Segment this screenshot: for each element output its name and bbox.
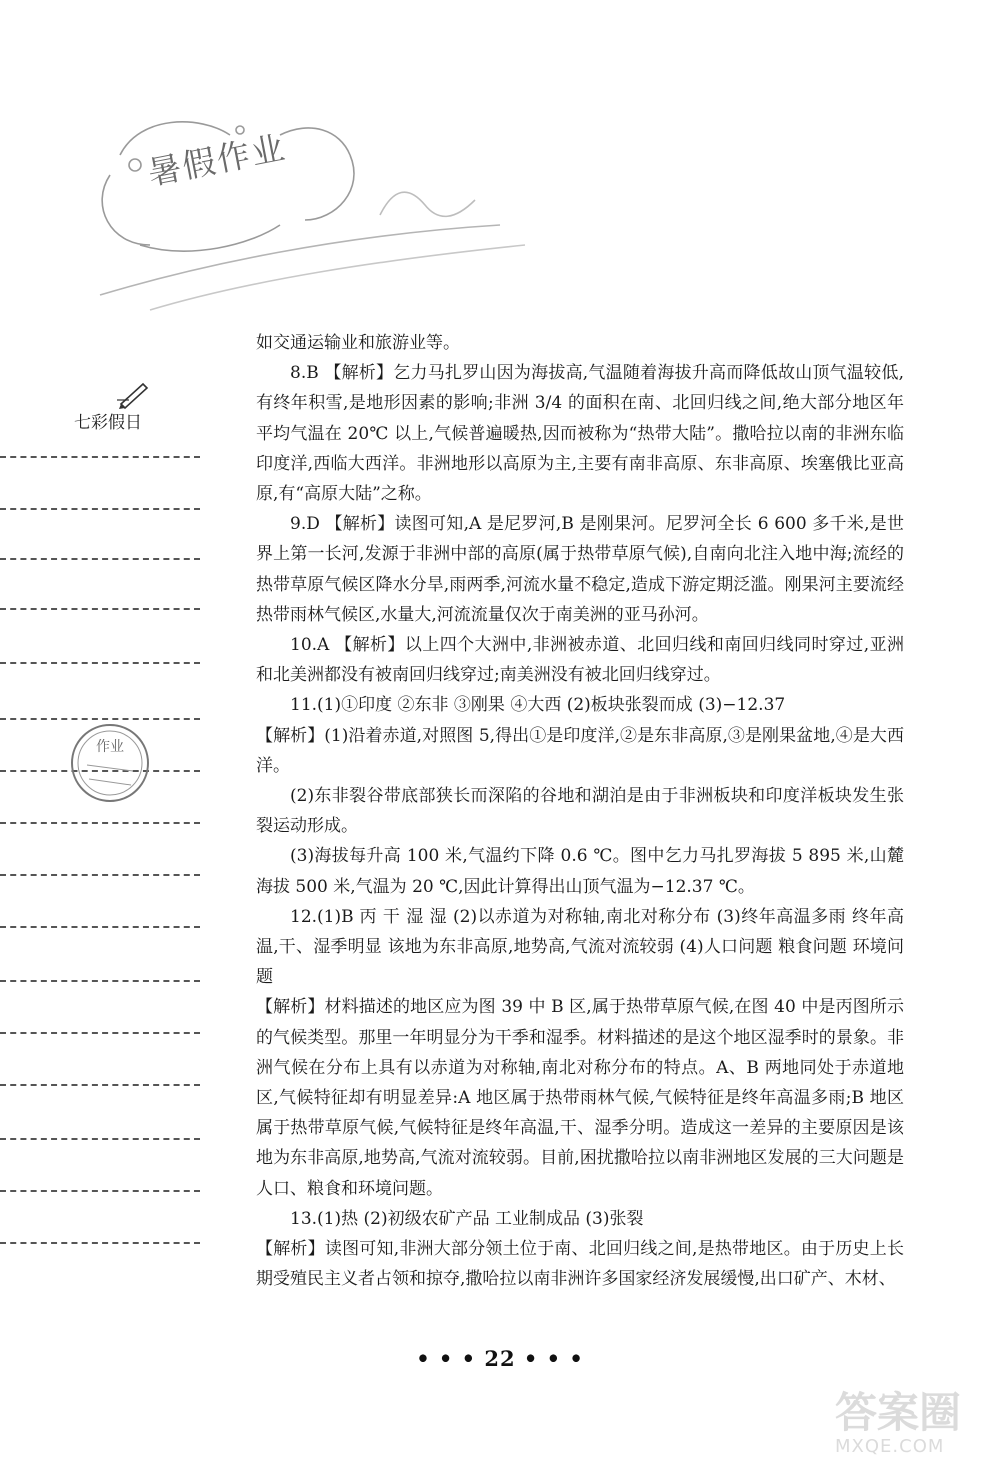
paragraph: 12.(1)B 丙 干 湿 湿 (2)以赤道为对称轴,南北对称分布 (3)终年高温多雨 终年高温,干、湿季明显 该地为东非高原,地势高,气流对流较弱 (4)人口问题 粮食问题 环境问题 xyxy=(256,906,904,988)
header-decoration xyxy=(80,95,540,315)
paragraph: 11.(1)①印度 ②东非 ③刚果 ④大西 (2)板块张裂而成 (3)−12.37 xyxy=(290,695,786,716)
note-line xyxy=(0,1242,200,1244)
paragraph: 13.(1)热 (2)初级农矿产品 工业制成品 (3)张裂 xyxy=(290,1208,644,1229)
note-line xyxy=(0,926,200,928)
paragraph: 【解析】读图可知,非洲大部分领土位于南、北回归线之间,是热带地区。由于历史上长期受殖民主义者占领和掠夺,撒哈拉以南非洲许多国家经济发展缓慢,出口矿产、木材、 xyxy=(256,1239,904,1290)
paragraph: (3)海拔每升高 100 米,气温约下降 0.6 ℃。图中乞力马扎罗海拔 5 895 米,山麓海拔 500 米,气温为 20 ℃,因此计算得出山顶气温为−12.37 ℃。 xyxy=(256,846,904,897)
watermark-logo-text: 答案圈 xyxy=(835,1388,962,1437)
answer-content xyxy=(256,328,904,1295)
paragraph: 9.D 【解析】读图可知,A 是尼罗河,B 是刚果河。尼罗河全长 6 600 多千米,是世界上第一长河,发源于非洲中部的高原(属于热带草原气候),自南向北注入地中海;流经的热带草原气候区降水分旱,雨两季,河流水量不稳定,造成下游定期泛滥。刚果河主要流经热带雨林气候区,水量大,河流流量仅次于南美洲的亚马孙河。 xyxy=(256,514,904,625)
ornament-frame-icon xyxy=(80,95,540,315)
sidebar-label: 七彩假日 xyxy=(74,413,142,433)
note-line xyxy=(0,558,200,560)
stamp-seal xyxy=(65,715,155,810)
note-line xyxy=(0,1138,200,1140)
note-line xyxy=(0,980,200,982)
note-line xyxy=(0,1032,200,1034)
paragraph: 8.B 【解析】乞力马扎罗山因为海拔高,气温随着海拔升高而降低故山顶气温较低,有终年积雪,是地形因素的影响;非洲 3/4 的面积在南、北回归线之间,绝大部分地区年平均气温在 20℃ 以上,气候普遍暖热,因而被称为“热带大陆”。撒哈拉以南的非洲东临印度洋,西临大西洋。非洲地形以高原为主,主要有南非高原、东非高原、埃塞俄比亚高原,有“高原大陆”之称。 xyxy=(256,363,904,505)
watermark-url: MXQE.COM xyxy=(835,1436,945,1457)
paragraph: 【解析】(1)沿着赤道,对照图 5,得出①是印度洋,②是东非高原,③是刚果盆地,④是大西洋。 xyxy=(256,725,904,776)
note-line xyxy=(0,1084,200,1086)
note-line xyxy=(0,508,200,510)
page-number: • • • 22 • • • xyxy=(416,1346,584,1371)
note-line xyxy=(0,874,200,876)
note-line xyxy=(0,456,200,458)
note-line xyxy=(0,662,200,664)
note-line xyxy=(0,608,200,610)
paragraph: (2)东非裂谷带底部狭长而深陷的谷地和湖泊是由于非洲板块和印度洋板块发生张裂运动形成。 xyxy=(256,786,904,837)
note-line xyxy=(0,822,200,824)
svg-text:作业: 作业 xyxy=(96,739,124,755)
watermark-logo xyxy=(835,1390,990,1468)
paragraph: 10.A 【解析】以上四个大洲中,非洲被赤道、北回归线和南回归线同时穿过,亚洲和北美洲都没有被南回归线穿过;南美洲没有被北回归线穿过。 xyxy=(256,635,904,686)
note-line xyxy=(0,1190,200,1192)
paragraph: 如交通运输业和旅游业等。 xyxy=(256,333,460,353)
paragraph: 【解析】材料描述的地区应为图 39 中 B 区,属于热带草原气候,在图 40 中是丙图所示的气候类型。那里一年明显分为干季和湿季。材料描述的是这个地区湿季时的景象。非洲气候在分布上具有以赤道为对称轴,南北对称分布的特点。A、B 两地同处于赤道地区,气候特征却有明显差异:A 地区属于热带雨林气候,气候特征是终年高温多雨;B 地区属于热带草原气候,气候特征是终年高温,干、湿季分明。造成这一差异的主要原因是该地为东非高原,地势高,气流对流较弱。目前,困扰撒哈拉以南非洲地区发展的三大问题是人口、粮食和环境问题。 xyxy=(256,997,904,1199)
header-title: 暑假作业 xyxy=(144,127,290,193)
pen-icon xyxy=(115,380,151,410)
